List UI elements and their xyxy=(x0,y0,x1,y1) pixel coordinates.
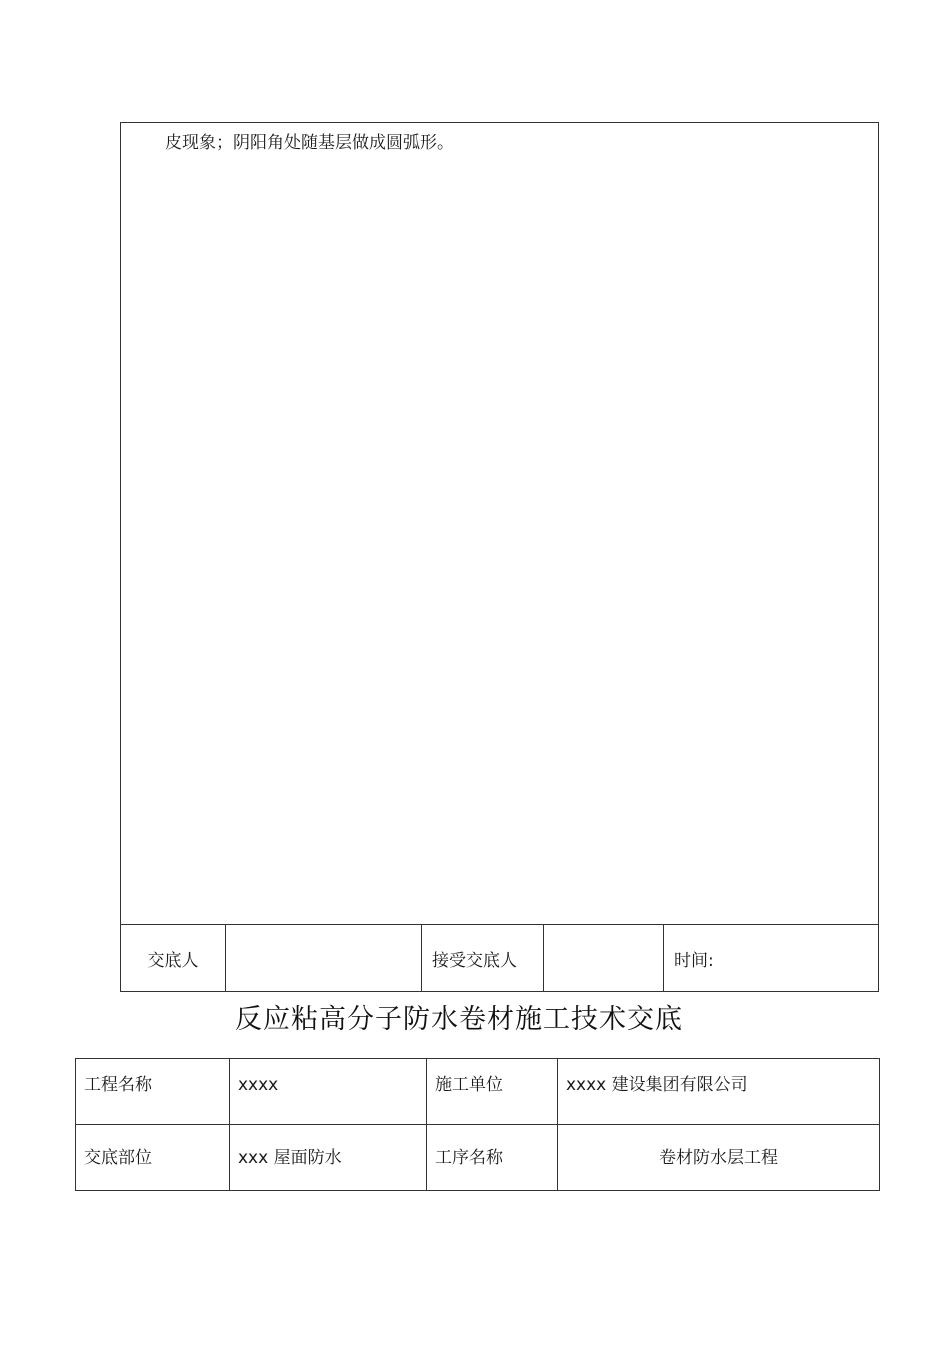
disclosure-content-text: 皮现象；阴阳角处随基层做成圆弧形。 xyxy=(165,133,454,153)
disclosure-content-table xyxy=(120,122,879,992)
time-label[interactable]: 时间: xyxy=(664,925,879,992)
signature-row xyxy=(121,925,879,992)
receiver-person-label: 接受交底人 xyxy=(422,925,544,992)
disclosure-location-value: xxx 屋面防水 xyxy=(230,1125,427,1191)
project-name-value: xxxx xyxy=(230,1059,427,1125)
project-info-row xyxy=(76,1059,880,1125)
handover-person-label: 交底人 xyxy=(121,925,226,992)
disclosure-content-cell xyxy=(121,123,879,925)
receiver-person-value[interactable] xyxy=(544,925,664,992)
project-name-label: 工程名称 xyxy=(76,1059,230,1125)
process-name-value: 卷材防水层工程 xyxy=(558,1125,880,1191)
document-title: 反应粘高分子防水卷材施工技术交底 xyxy=(235,1004,683,1035)
process-name-label: 工序名称 xyxy=(427,1125,558,1191)
contractor-value: xxxx 建设集团有限公司 xyxy=(558,1059,880,1125)
project-info-table xyxy=(75,1058,880,1191)
project-info-row xyxy=(76,1125,880,1191)
disclosure-location-label: 交底部位 xyxy=(76,1125,230,1191)
handover-person-value[interactable] xyxy=(226,925,422,992)
contractor-label: 施工单位 xyxy=(427,1059,558,1125)
